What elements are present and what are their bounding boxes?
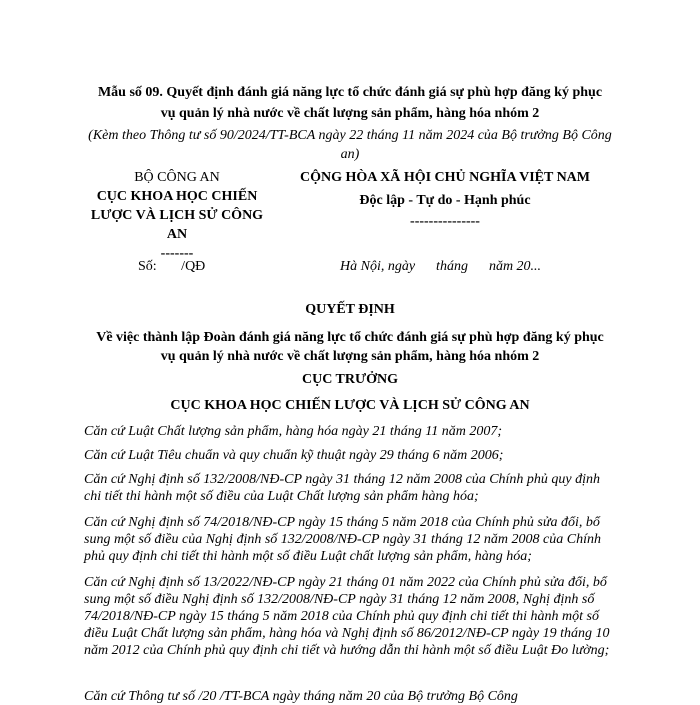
legal-basis-item: Căn cứ Nghị định số 13/2022/NĐ-CP ngày 21 tháng 01 năm 2022 của Chính phủ sửa đổi, bổ sung một số điều Nghị định số 132/2008/NĐ-CP ngày 31 tháng 12 năm 2008, Nghị định số 74/2018/NĐ-CP ngày 15 tháng 5 năm 2018 của Chính phủ quy định chi tiết thi hành một số điều Luật Chất lượng sản phẩm, hàng hóa và Nghị định số 86/2012/NĐ-CP ngày 19 tháng 10 năm 2012 của Chính phủ quy định chi tiết và hướng dẫn thi hành một số điều Luật Đo lường; [84, 575, 610, 658]
document-number: Số: /QĐ [138, 259, 206, 274]
legal-basis-item: Căn cứ Luật Tiêu chuẩn và quy chuẩn kỹ thuật ngày 29 tháng 6 năm 2006; [84, 448, 504, 463]
ministry-name: BỘ CÔNG AN [134, 170, 220, 185]
department-name: CỤC KHOA HỌC CHIẾN LƯỢC VÀ LỊCH SỬ CÔNG AN [90, 189, 264, 242]
legal-basis-item: Căn cứ Luật Chất lượng sản phẩm, hàng hóa ngày 21 tháng 11 năm 2007; [84, 424, 502, 439]
decision-subject: Về việc thành lập Đoàn đánh giá năng lực tổ chức đánh giá sự phù hợp đăng ký phục vụ quản lý nhà nước về chất lượng sản phẩm, hàng hóa nhóm 2 [96, 330, 604, 364]
signer-title: CỤC TRƯỞNG [301, 372, 399, 387]
legal-basis-item: Căn cứ Nghị định số 132/2008/NĐ-CP ngày 31 tháng 12 năm 2008 của Chính phủ quy định chi tiết thi hành một số điều của Luật Chất lượng sản phẩm hàng hóa; [84, 472, 601, 504]
form-title: Mẫu số 09. Quyết định đánh giá năng lực tổ chức đánh giá sự phù hợp đăng ký phục vụ quản lý nhà nước về chất lượng sản phẩm, hàng hóa nhóm 2 [97, 85, 603, 121]
signer-organization: CỤC KHOA HỌC CHIẾN LƯỢC VÀ LỊCH SỬ CÔNG AN [170, 398, 530, 413]
nation-name: CỘNG HÒA XÃ HỘI CHỦ NGHĨA VIỆT NAM [299, 170, 590, 185]
place-and-date: Hà Nội, ngày tháng năm 20... [340, 259, 542, 274]
form-attachment-note: (Kèm theo Thông tư số 90/2024/TT-BCA ngày 22 tháng 11 năm 2024 của Bộ trưởng Bộ Công an) [88, 128, 612, 162]
issuing-agency-block [82, 168, 272, 263]
legal-basis-item: Căn cứ Nghị định số 74/2018/NĐ-CP ngày 15 tháng 5 năm 2018 của Chính phủ sửa đổi, bổ sung một số điều của Nghị định số 132/2008/NĐ-CP ngày 31 tháng 12 năm 2008 của Chính phủ quy định chi tiết thi hành một số điều Luật chất lượng sản phẩm, hàng hóa; [84, 515, 601, 564]
decision-title: QUYẾT ĐỊNH [305, 302, 395, 317]
motto-divider: --------------- [410, 214, 480, 229]
national-motto: Độc lập - Tự do - Hạnh phúc [359, 193, 531, 208]
legal-basis-item: Căn cứ Thông tư số /20 /TT-BCA ngày tháng năm 20 của Bộ trưởng Bộ Công [84, 689, 518, 704]
agency-divider: ------- [160, 246, 194, 261]
national-header-block [285, 168, 605, 231]
